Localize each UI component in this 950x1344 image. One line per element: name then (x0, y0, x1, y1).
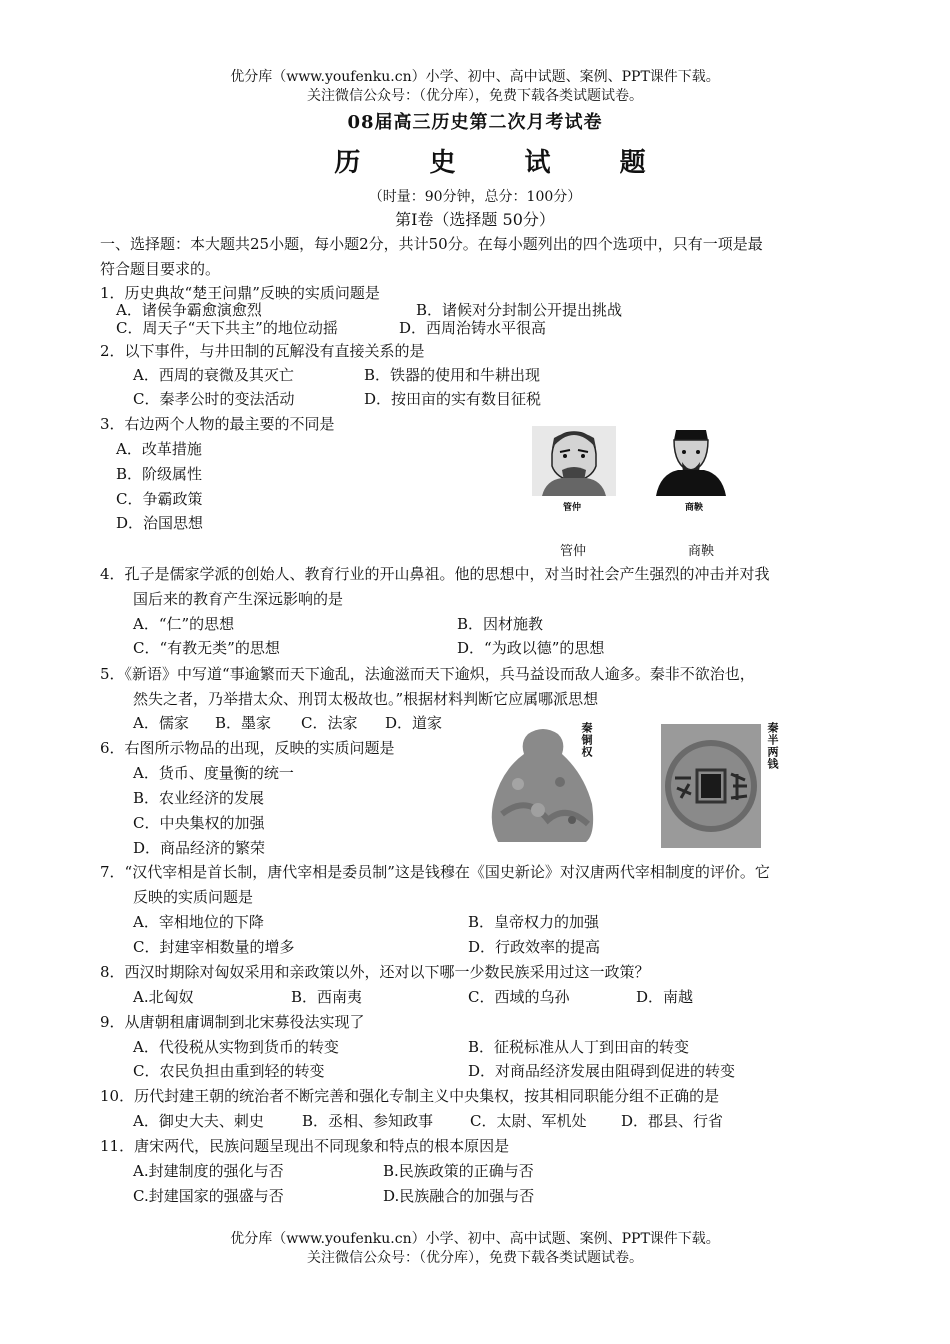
q5-stem-line-1: 5．《新语》中写道“事逾繁而天下逾乱，法逾滋而天下逾炽，兵马益设而敌人逾多。秦非不欲治也， (100, 665, 755, 683)
footer-line-2: 关注微信公众号：（优分库），免费下载各类试题试卷。 (307, 1250, 643, 1266)
shang-yang-caption: 商鞅 (688, 544, 715, 559)
qin-bronze-weight-label: 秦铜权 (580, 722, 593, 758)
q9-option-d: D．对商品经济发展由阻碍到促进的转变 (468, 1062, 736, 1080)
guan-zhong-portrait (532, 426, 616, 496)
q5-stem-line-2: 然失之者，乃举措太众、刑罚太极故也。”根据材料判断它应属哪派思想 (133, 690, 599, 708)
q7-stem-line-1: 7．“汉代宰相是首长制，唐代宰相是委员制”这是钱穆在《国史新论》对汉唐两代宰相制度的评价。它 (100, 863, 770, 881)
q7-stem-line-2: 反映的实质问题是 (133, 888, 254, 906)
q7-option-d: D．行政效率的提高 (468, 938, 601, 956)
q2-option-a: A．西周的衰微及其灭亡 (133, 366, 294, 384)
q9-option-a: A．代役税从实物到货币的转变 (133, 1038, 339, 1056)
q11-stem: 11．唐宋两代，民族问题呈现出不同现象和特点的根本原因是 (100, 1137, 510, 1155)
q6-option-d: D．商品经济的繁荣 (133, 839, 266, 857)
q7-option-a: A．宰相地位的下降 (133, 913, 264, 931)
q9-stem: 9．从唐朝租庸调制到北宋募役法实现了 (100, 1013, 365, 1031)
q4-stem-line-1: 4．孔子是儒家学派的创始人、教育行业的开山鼻祖。他的思想中，对当时社会产生强烈的冲击并对我 (100, 565, 770, 583)
q4-option-c: C．“有教无类”的思想 (133, 639, 280, 657)
q3-stem: 3．右边两个人物的最主要的不同是 (100, 415, 335, 433)
q6-option-a: A．货币、度量衡的统一 (133, 764, 294, 782)
q4-stem-line-2: 国后来的教育产生深远影响的是 (133, 590, 344, 608)
header-line-2: 关注微信公众号：（优分库），免费下载各类试题试卷。 (307, 88, 643, 104)
q11-option-a: A.封建制度的强化与否 (133, 1162, 284, 1180)
q7-option-b: B．皇帝权力的加强 (468, 913, 600, 931)
q6-stem: 6．右图所示物品的出现，反映的实质问题是 (100, 739, 395, 757)
footer-line-1: 优分库（www.youfenku.cn）小学、初中、高中试题、案例、PPT课件下载。 (230, 1231, 720, 1247)
q8-option-d: D．南越 (636, 988, 694, 1006)
q2-option-c: C．秦孝公时的变法活动 (133, 390, 295, 408)
instructions-line-1: 一、选择题：本大题共25小题，每小题2分，共计50分。在每小题列出的四个选项中，只有一项是最 (100, 235, 763, 253)
q2-option-d: D．按田亩的实有数目征税 (364, 390, 542, 408)
q2-stem: 2．以下事件，与井田制的瓦解没有直接关系的是 (100, 342, 425, 360)
shang-yang-portrait (652, 426, 730, 496)
q10-option-c: C．太尉、军机处 (470, 1112, 587, 1130)
q4-option-a: A．“仁”的思想 (133, 615, 235, 633)
subject-title: 历 史 试 题 (334, 148, 676, 178)
q1-option-c: C．周天子“天下共主”的地位动摇 (116, 319, 338, 337)
shang-yang-inline-label: 商鞅 (685, 503, 704, 513)
q3-option-b: B．阶级属性 (116, 465, 203, 483)
q8-option-c: C．西域的乌孙 (468, 988, 570, 1006)
part-heading: 第Ⅰ卷（选择题 50分） (395, 210, 555, 229)
q8-stem: 8．西汉时期除对匈奴采用和亲政策以外，还对以下哪一少数民族采用过这一政策？ (100, 963, 650, 981)
q7-option-c: C．封建宰相数量的增多 (133, 938, 295, 956)
q10-option-a: A．御史大夫、刺史 (133, 1112, 264, 1130)
q5-option-a: A．儒家 (133, 714, 189, 732)
q1-option-a: A．诸侯争霸愈演愈烈 (116, 301, 262, 319)
q6-option-c: C．中央集权的加强 (133, 814, 265, 832)
q5-option-b: B．墨家 (215, 714, 272, 732)
header-line-1: 优分库（www.youfenku.cn）小学、初中、高中试题、案例、PPT课件下载。 (230, 69, 720, 85)
q10-option-b: B．丞相、参知政事 (302, 1112, 434, 1130)
q11-option-b: B.民族政策的正确与否 (383, 1162, 534, 1180)
q6-option-b: B．农业经济的发展 (133, 789, 265, 807)
q1-stem: 1．历史典故“楚王问鼎”反映的实质问题是 (100, 284, 380, 302)
q1-option-b: B．诸候对分封制公开提出挑战 (416, 301, 623, 319)
q10-stem: 10．历代封建王朝的统治者不断完善和强化专制主义中央集权，按其相同职能分组不正确的是 (100, 1087, 720, 1105)
q11-option-d: D.民族融合的加强与否 (383, 1187, 535, 1205)
exam-title: 08届高三历史第二次月考试卷 (347, 112, 603, 133)
q2-option-b: B．铁器的使用和牛耕出现 (364, 366, 541, 384)
q8-option-a: A.北匈奴 (133, 988, 194, 1006)
q3-option-d: D．治国思想 (116, 514, 204, 532)
q8-option-b: B．西南夷 (291, 988, 363, 1006)
q5-option-d: D．道家 (385, 714, 443, 732)
q9-option-b: B．征税标准从人丁到田亩的转变 (468, 1038, 690, 1056)
q11-option-c: C.封建国家的强盛与否 (133, 1187, 284, 1205)
qin-ban-liang-coin-photo (661, 724, 761, 848)
exam-meta: （时量：90分钟，总分：100分） (368, 189, 582, 205)
q3-option-a: A．改革措施 (116, 440, 202, 458)
guan-zhong-caption: 管仲 (560, 544, 587, 559)
q9-option-c: C．农民负担由重到轻的转变 (133, 1062, 325, 1080)
q4-option-d: D．“为政以德”的思想 (457, 639, 605, 657)
qin-ban-liang-coin-label: 秦半两钱 (766, 722, 779, 770)
q1-option-d: D．西周治铸水平很高 (399, 319, 547, 337)
q4-option-b: B．因材施教 (457, 615, 544, 633)
q10-option-d: D．郡县、行省 (621, 1112, 724, 1130)
guan-zhong-inline-label: 管仲 (563, 503, 582, 513)
instructions-line-2: 符合题目要求的。 (100, 260, 221, 278)
q5-option-c: C．法家 (301, 714, 358, 732)
q3-option-c: C．争霸政策 (116, 490, 203, 508)
